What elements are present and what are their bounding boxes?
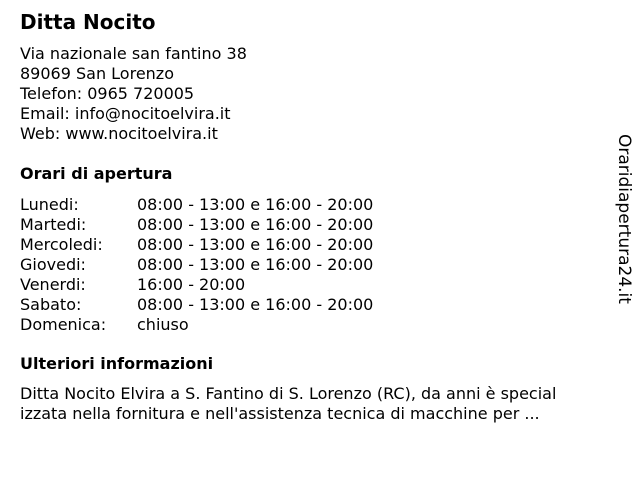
phone-number: Telefon: 0965 720005: [20, 84, 195, 103]
hours-row-friday: [20, 275, 373, 295]
hours-row-saturday: [20, 295, 373, 315]
day-label: Martedi:: [20, 215, 87, 234]
time-value: 08:00 - 13:00 e 16:00 - 20:00: [137, 195, 374, 214]
opening-hours-table: [20, 195, 373, 335]
day-label: Lunedi:: [20, 195, 79, 214]
description-line: Ditta Nocito Elvira a S. Fantino di S. Lorenzo (RC), da anni è special: [20, 384, 557, 403]
day-label: Sabato:: [20, 295, 82, 314]
time-value: 08:00 - 13:00 e 16:00 - 20:00: [137, 215, 374, 234]
day-label: Domenica:: [20, 315, 107, 334]
hours-row-sunday: [20, 315, 373, 335]
address-city: 89069 San Lorenzo: [20, 64, 174, 83]
website: Web: www.nocitoelvira.it: [20, 124, 218, 143]
hours-row-wednesday: [20, 235, 373, 255]
day-label: Mercoledi:: [20, 235, 103, 254]
day-label: Giovedi:: [20, 255, 86, 274]
time-value: 08:00 - 13:00 e 16:00 - 20:00: [137, 295, 374, 314]
business-contact-block: [20, 44, 247, 144]
time-value: chiuso: [137, 315, 189, 334]
hours-row-monday: [20, 195, 373, 215]
hours-row-tuesday: [20, 215, 373, 235]
time-value: 16:00 - 20:00: [137, 275, 246, 294]
address-street: Via nazionale san fantino 38: [20, 44, 247, 63]
business-name: Ditta Nocito: [20, 10, 156, 34]
opening-hours-heading: Orari di apertura: [20, 164, 173, 183]
time-value: 08:00 - 13:00 e 16:00 - 20:00: [137, 255, 374, 274]
site-watermark: Oraridiapertura24.it: [614, 134, 634, 304]
more-info-heading: Ulteriori informazioni: [20, 354, 214, 373]
day-label: Venerdi:: [20, 275, 86, 294]
hours-row-thursday: [20, 255, 373, 275]
email-address: Email: info@nocitoelvira.it: [20, 104, 231, 123]
description-line: izzata nella fornitura e nell'assistenza tecnica di macchine per ...: [20, 404, 540, 423]
business-description: [20, 384, 610, 424]
time-value: 08:00 - 13:00 e 16:00 - 20:00: [137, 235, 374, 254]
